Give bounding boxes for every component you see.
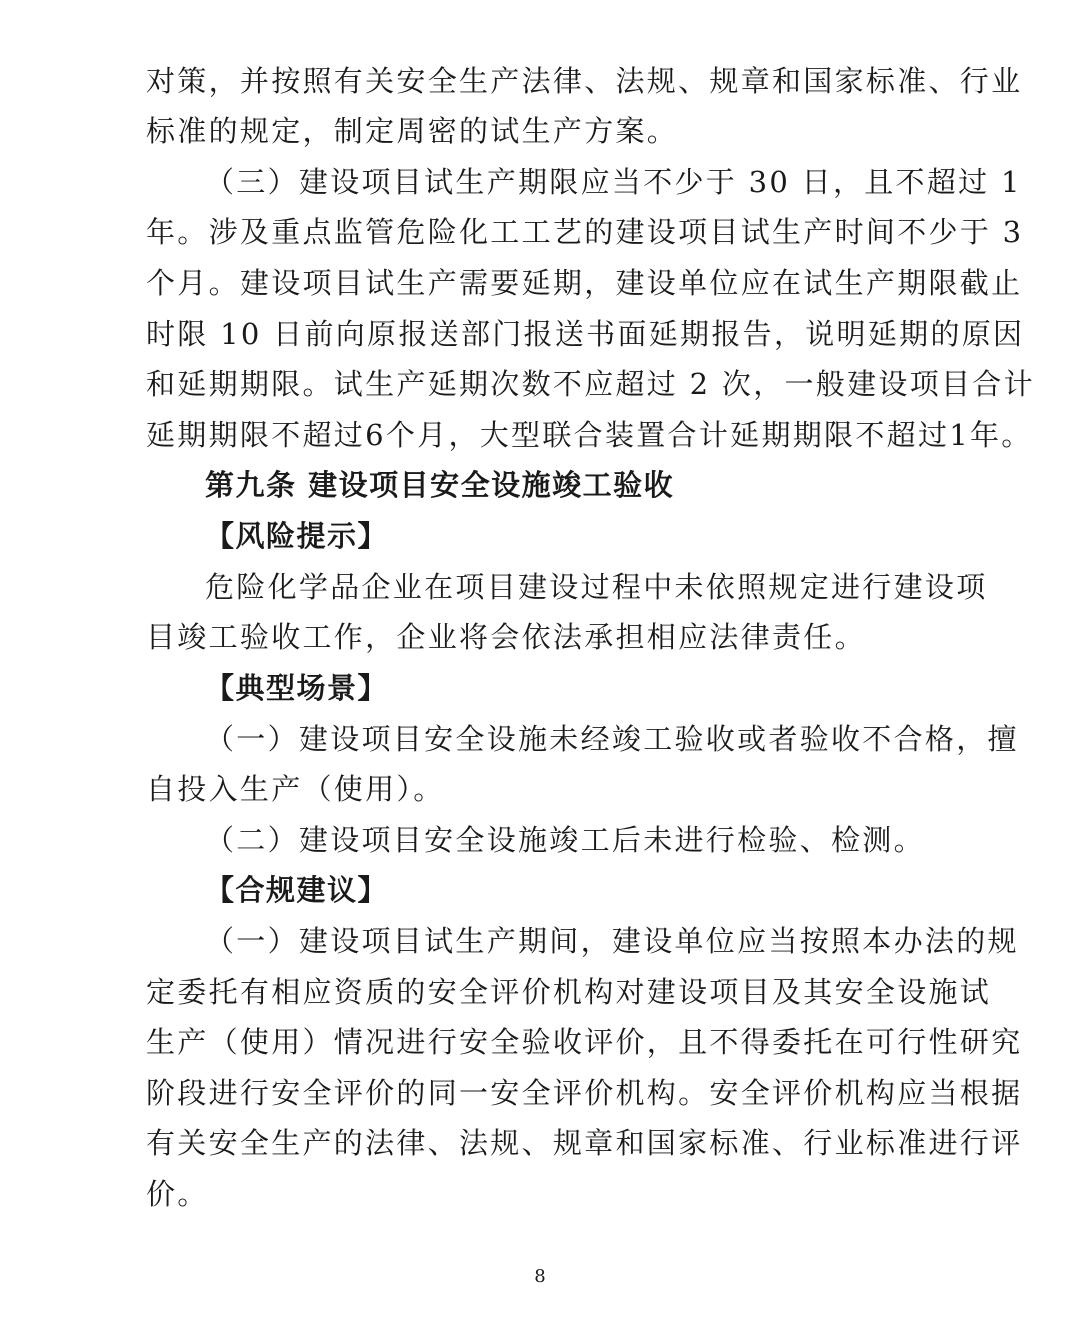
body-text-line: 个月。建设项目试生产需要延期，建设单位应在试生产期限截止 <box>146 266 1023 300</box>
body-text-line: 目竣工验收工作，企业将会依法承担相应法律责任。 <box>146 620 866 654</box>
body-text-line: （三）建设项目试生产期限应当不少于 30 日，且不超过 1 <box>205 165 1022 199</box>
body-text-line: 价。 <box>146 1177 209 1211</box>
body-text-line: 定委托有相应资质的安全评价机构对建设项目及其安全设施试 <box>146 975 992 1009</box>
body-text-line: （一）建设项目安全设施未经竣工验收或者验收不合格，擅 <box>205 722 1019 756</box>
article-heading: 第九条 建设项目安全设施竣工验收 <box>205 468 675 502</box>
body-text-line: 自投入生产（使用）。 <box>146 772 445 806</box>
body-text-line: 对策，并按照有关安全生产法律、法规、规章和国家标准、行业 <box>146 64 1023 98</box>
section-heading-risk: 【风险提示】 <box>205 519 389 553</box>
section-heading-scenarios: 【典型场景】 <box>205 671 389 705</box>
body-text-line: 标准的规定，制定周密的试生产方案。 <box>146 114 679 148</box>
section-heading-compliance: 【合规建议】 <box>205 873 389 907</box>
body-text-line: 生产（使用）情况进行安全验收评价，且不得委托在可行性研究 <box>146 1025 1023 1059</box>
page-number: 8 <box>534 1266 546 1287</box>
body-text-line: （一）建设项目试生产期间，建设单位应当按照本办法的规 <box>205 924 1019 958</box>
body-text-line: 和延期期限。试生产延期次数不应超过 2 次，一般建设项目合计 <box>146 367 1035 401</box>
body-text-line: 延期期限不超过6个月，大型联合装置合计延期期限不超过1年。 <box>146 418 1033 452</box>
body-text-line: 阶段进行安全评价的同一安全评价机构。安全评价机构应当根据 <box>146 1076 1023 1110</box>
body-text-line: 危险化学品企业在项目建设过程中未依照规定进行建设项 <box>205 570 988 604</box>
body-text-line: 时限 10 日前向原报送部门报送书面延期报告，说明延期的原因 <box>146 317 1025 351</box>
body-text-line: （二）建设项目安全设施竣工后未进行检验、检测。 <box>205 823 925 857</box>
body-text-line: 年。涉及重点监管危险化工工艺的建设项目试生产时间不少于 3 <box>146 215 1024 249</box>
body-text-line: 有关安全生产的法律、法规、规章和国家标准、行业标准进行评 <box>146 1126 1023 1160</box>
